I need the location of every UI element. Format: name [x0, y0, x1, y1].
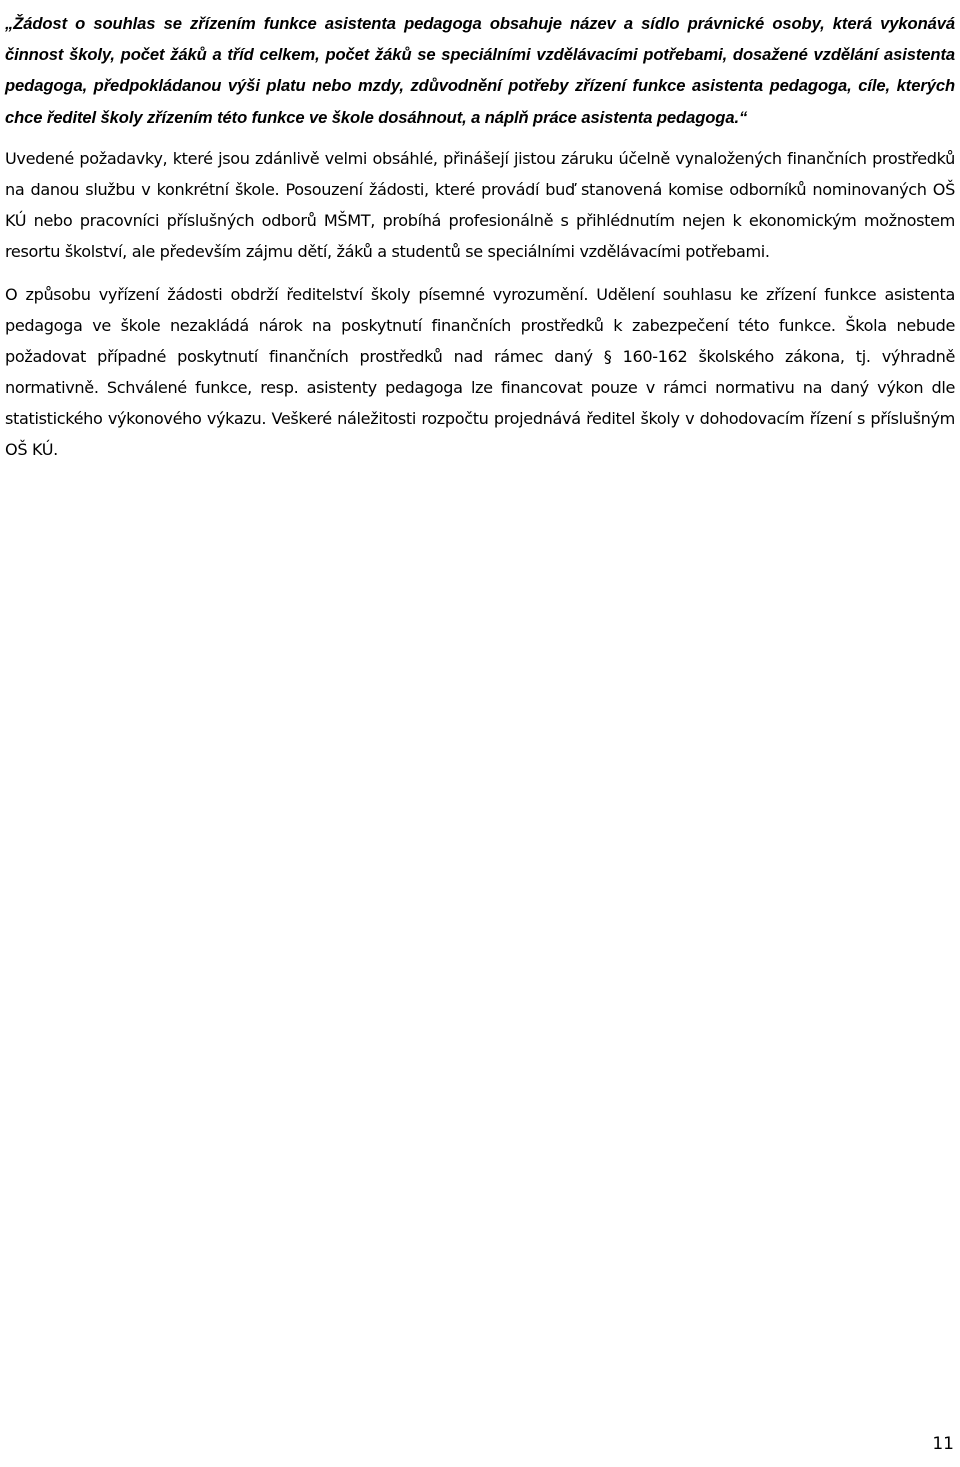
requirements-paragraph: Uvedené požadavky, které jsou zdánlivě velmi obsáhlé, přinášejí jistou záruku účelně vynaložených finančních prostředků na danou službu v konkrétní škole. Posouzení žádosti, které provádí buď stanovená komise odborníků nominovaných OŠ KÚ nebo pracovníci příslušných odborů MŠMT, probíhá profesionálně s přihlédnutím nejen k ekonomickým možnostem resortu školství, ale především zájmu dětí, žáků a studentů se speciálními vzdělávacími potřebami.	[5, 148, 955, 261]
document-page	[5, 8, 955, 465]
resolution-paragraph: O způsobu vyřízení žádosti obdrží ředitelství školy písemné vyrozumění. Udělení souhlasu ke zřízení funkce asistenta pedagoga ve škole nezakládá nárok na poskytnutí finančních prostředků k zabezpečení této funkce. Škola nebude požadovat případné poskytnutí finančních prostředků nad rámec daný § 160-162 školského zákona, tj. výhradně normativně. Schválené funkce, resp. asistenty pedagoga lze financovat pouze v rámci normativu na daný výkon dle statistického výkonového výkazu. Veškeré náležitosti rozpočtu projednává ředitel školy v dohodovacím řízení s příslušným OŠ KÚ.	[5, 284, 955, 459]
quoted-regulation-paragraph: „Žádost o souhlas se zřízením funkce asistenta pedagoga obsahuje název a sídlo právnické osoby, která vykonává činnost školy, počet žáků a tříd celkem, počet žáků se speciálními vzdělávacími potřebami, dosažené vzdělání asistenta pedagoga, předpokládanou výši platu nebo mzdy, zdůvodnění potřeby zřízení funkce asistenta pedagoga, cíle, kterých chce ředitel školy zřízením této funkce ve škole dosáhnout, a náplň práce asistenta pedagoga.“	[5, 14, 955, 127]
page-number: 11	[932, 1434, 954, 1454]
